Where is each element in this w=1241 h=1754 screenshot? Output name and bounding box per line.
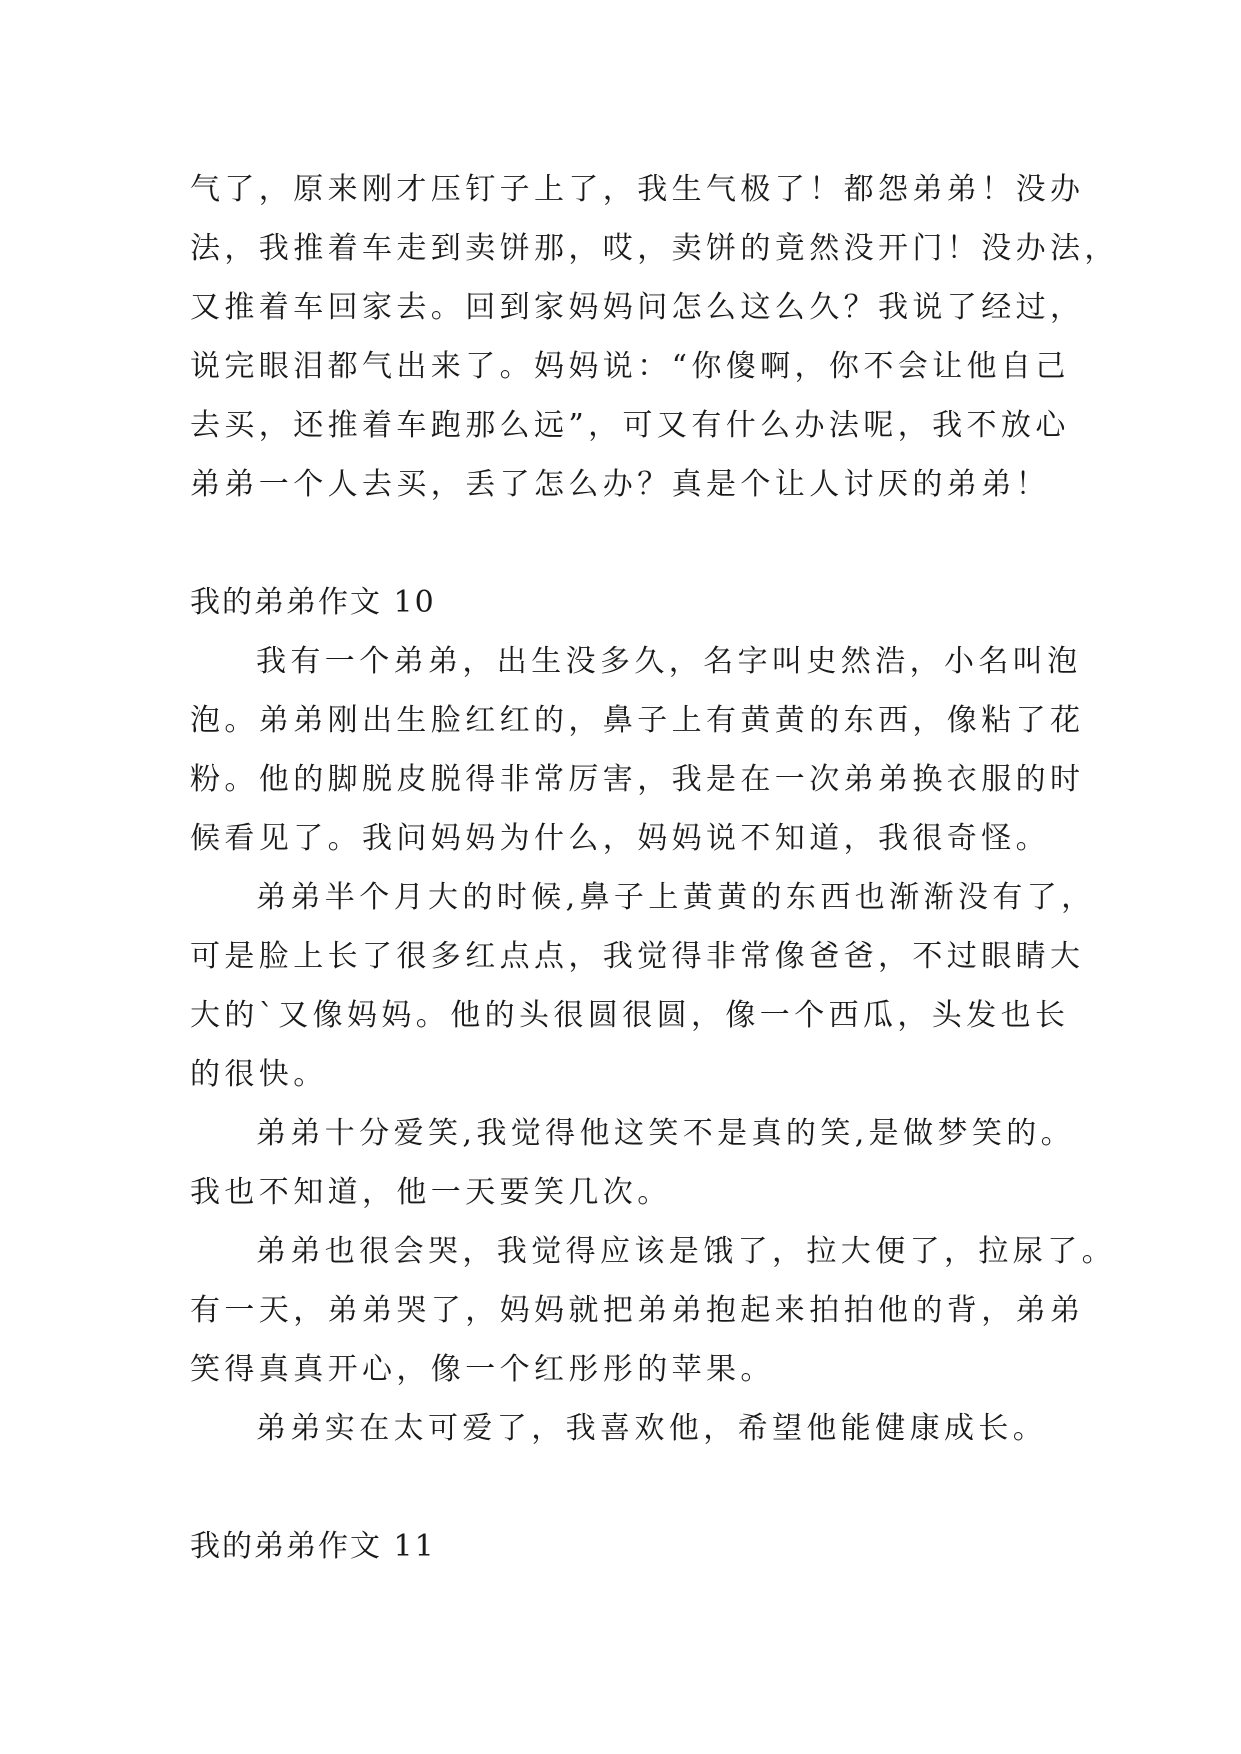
text-line: 我有一个弟弟，出生没多久，名字叫史然浩，小名叫泡 <box>256 644 1082 679</box>
text-line: 的很快。 <box>190 1057 328 1092</box>
text-line: 弟弟一个人去买，丢了怎么办？真是个让人讨厌的弟弟！ <box>190 467 1050 502</box>
text-line: 笑得真真开心，像一个红彤彤的苹果。 <box>190 1352 775 1387</box>
section-heading: 我的弟弟作文 10 <box>190 585 436 620</box>
text-line: 大的`又像妈妈。他的头很圆很圆，像一个西瓜，头发也长 <box>190 998 1070 1033</box>
text-line: 法，我推着车走到卖饼那，哎，卖饼的竟然没开门！没办法， <box>190 231 1119 266</box>
text-line: 弟弟实在太可爱了，我喜欢他，希望他能健康成长。 <box>256 1411 1048 1446</box>
paragraph <box>190 632 1085 868</box>
text-line: 泡。弟弟刚出生脸红红的，鼻子上有黄黄的东西，像粘了花 <box>190 703 1085 738</box>
document-body <box>190 160 1119 1576</box>
paragraph <box>190 1222 1116 1399</box>
text-line: 可是脸上长了很多红点点，我觉得非常像爸爸，不过眼睛大 <box>190 939 1085 974</box>
text-line: 我也不知道，他一天要笑几次。 <box>190 1175 672 1210</box>
text-line: 候看见了。我问妈妈为什么，妈妈说不知道，我很奇怪。 <box>190 821 1050 856</box>
blank-line <box>190 514 1070 573</box>
text-line: 弟弟也很会哭，我觉得应该是饿了，拉大便了，拉尿了。 <box>256 1234 1116 1269</box>
paragraph <box>190 1399 1070 1458</box>
text-line: 气了，原来刚才压钉子上了，我生气极了！都怨弟弟！没办 <box>190 172 1085 207</box>
text-line: 弟弟半个月大的时候,鼻子上黄黄的东西也渐渐没有了， <box>256 880 1096 915</box>
text-line: 有一天，弟弟哭了，妈妈就把弟弟抱起来拍拍他的背，弟弟 <box>190 1293 1085 1328</box>
paragraph <box>190 868 1096 1104</box>
text-line: 粉。他的脚脱皮脱得非常厉害，我是在一次弟弟换衣服的时 <box>190 762 1085 797</box>
blank-line <box>190 1458 1070 1517</box>
text-line: 弟弟十分爱笑,我觉得他这笑不是真的笑,是做梦笑的。 <box>256 1116 1076 1151</box>
section-heading: 我的弟弟作文 11 <box>190 1529 436 1564</box>
text-line: 说完眼泪都气出来了。妈妈说：“你傻啊，你不会让他自己 <box>190 349 1070 384</box>
text-line: 去买，还推着车跑那么远”，可又有什么办法呢，我不放心 <box>190 408 1070 443</box>
paragraph <box>190 1104 1076 1222</box>
text-line: 又推着车回家去。回到家妈妈问怎么这么久？我说了经过， <box>190 290 1085 325</box>
paragraph <box>190 160 1119 514</box>
